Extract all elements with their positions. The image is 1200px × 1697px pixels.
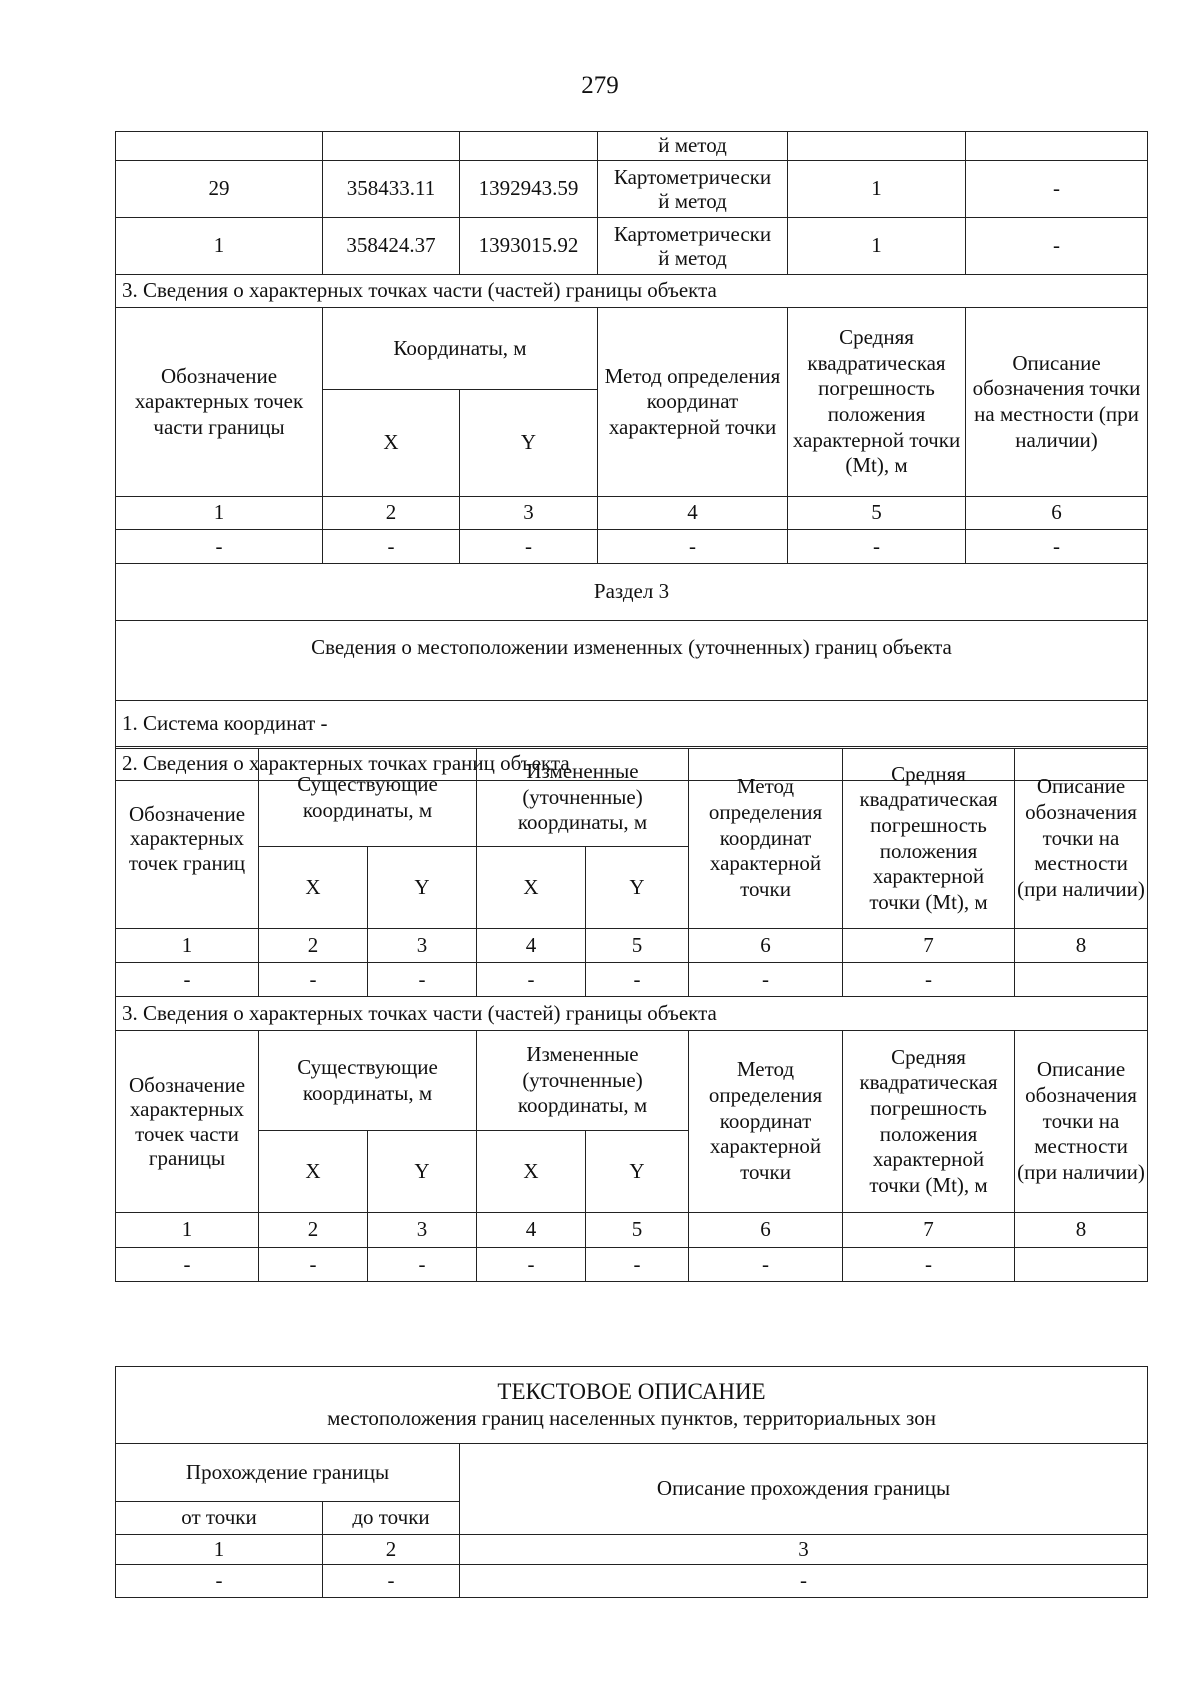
header-changed: Измененные (уточненные) координаты, м [477,749,689,847]
header-x: X [477,847,586,929]
page-number: 279 [581,72,619,99]
mt-value: 1 [788,218,966,275]
header-to-point: до точки [323,1502,460,1535]
header-designation: Обозначение характерных точек части границы [116,1031,259,1213]
section-heading: 2. Сведения о характерных точках границ объекта [116,747,1148,781]
header-y: Y [586,847,689,929]
header-mt: Средняя квадратическая погрешность положения характерной точки (Mt), м [843,749,1015,929]
header-changed: Измененные (уточненные) координаты, м [477,1031,689,1131]
column-numbers-row: 1 2 3 [116,1535,1148,1565]
header-method: Метод определения координат характерной точки [689,749,843,929]
header-y: Y [368,1131,477,1213]
table-row: - - - - - - - [116,963,1148,997]
header-existing: Существующие координаты, м [259,1031,477,1131]
mt-value: 1 [788,161,966,218]
coord-x: 358424.37 [323,218,460,275]
column-numbers-row: 1 2 3 4 5 6 7 8 [116,1213,1148,1248]
desc-value: - [966,218,1148,275]
desc-value: - [966,161,1148,218]
header-passage: Прохождение границы [116,1444,460,1502]
text-description-heading [116,1367,1148,1444]
column-numbers-row: 1 2 3 4 5 6 7 8 [116,929,1148,963]
section-subtitle: Сведения о местоположении измененных (уточненных) границ объекта [116,621,1148,701]
table-row [116,218,1148,275]
section-title: Раздел 3 [116,564,1148,621]
coordinates-table-top [115,131,1148,781]
text-description-title: ТЕКСТОВОЕ ОПИСАНИЕ [497,1379,766,1405]
method-cell: Картометрически й метод [598,161,788,218]
header-designation: Обозначение характерных точек части границы [116,308,323,497]
method-cell: й метод [598,132,788,161]
header-y: Y [368,847,477,929]
method-cell: Картометрически й метод [598,218,788,275]
header-method: Метод определения координат характерной точки [689,1031,843,1213]
coord-y: 1393015.92 [460,218,598,275]
header-mt: Средняя квадратическая погрешность положения характерной точки (Mt), м [843,1031,1015,1213]
header-x: X [477,1131,586,1213]
text-description-table [115,1366,1148,1598]
header-description: Описание обозначения точки на местности (при наличии) [1015,749,1148,929]
text-description-subtitle: местоположения границ населенных пунктов, территориальных зон [327,1406,936,1431]
table-row: - - - [116,1565,1148,1598]
header-method: Метод определения координат характерной точки [598,308,788,497]
column-numbers-row: 1 2 3 4 5 6 [116,497,1148,530]
header-y: Y [586,1131,689,1213]
header-y: Y [460,390,598,497]
coordinate-system: 1. Система координат - [116,701,1148,747]
coord-y: 1392943.59 [460,161,598,218]
section-heading: 3. Сведения о характерных точках части (частей) границы объекта [116,275,1148,308]
header-description: Описание обозначения точки на местности (при наличии) [966,308,1148,497]
header-designation: Обозначение характерных точек границ [116,749,259,929]
table-row [116,132,1148,161]
header-passage-description: Описание прохождения границы [460,1444,1148,1535]
table-row: - - - - - - [116,530,1148,564]
header-coordinates: Координаты, м [323,308,598,390]
coord-x: 358433.11 [323,161,460,218]
header-description: Описание обозначения точки на местности (при наличии) [1015,1031,1148,1213]
table-row [116,161,1148,218]
header-x: X [259,1131,368,1213]
header-x: X [323,390,460,497]
point-id: 29 [116,161,323,218]
section-heading: 3. Сведения о характерных точках части (частей) границы объекта [116,997,1148,1031]
header-x: X [259,847,368,929]
header-mt: Средняя квадратическая погрешность положения характерной точки (Mt), м [788,308,966,497]
table-row: - - - - - - - [116,1248,1148,1282]
header-existing: Существующие координаты, м [259,749,477,847]
point-id: 1 [116,218,323,275]
changed-boundaries-table [115,748,1148,1282]
header-from-point: от точки [116,1502,323,1535]
